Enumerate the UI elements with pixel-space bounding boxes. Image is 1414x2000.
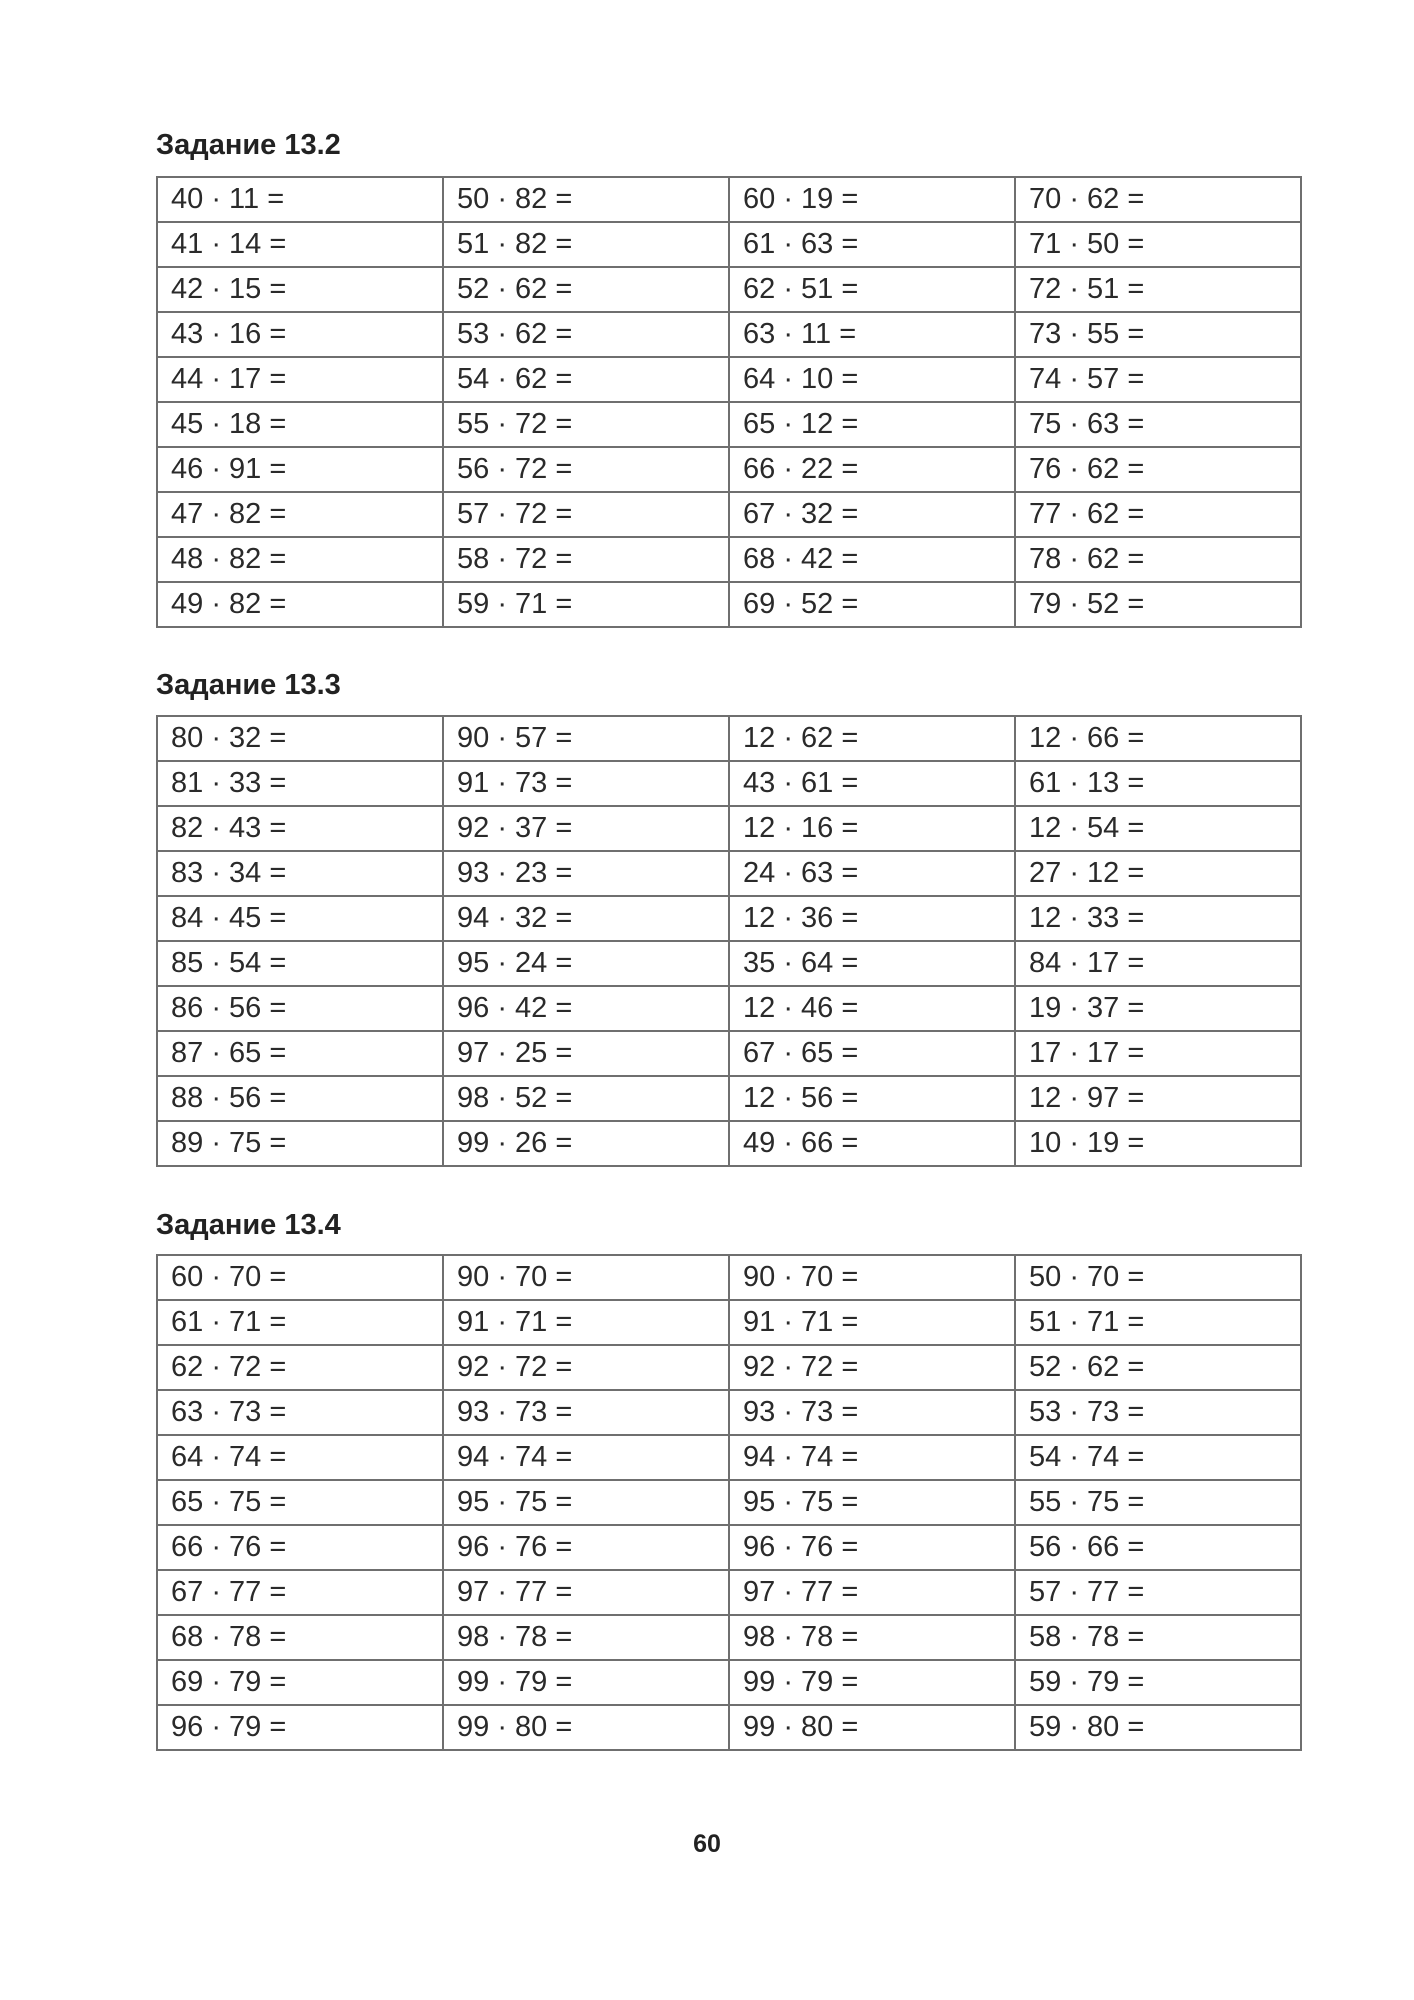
- exercise-cell: 66 · 22 =: [729, 447, 1015, 492]
- exercise-cell: 96 · 42 =: [443, 986, 729, 1031]
- exercise-cell: 17 · 17 =: [1015, 1031, 1301, 1076]
- table-row: [157, 1390, 1301, 1435]
- table-row: [157, 986, 1301, 1031]
- table-row: [157, 1121, 1301, 1166]
- exercise-cell: 57 · 77 =: [1015, 1570, 1301, 1615]
- exercise-cell: 90 · 70 =: [443, 1255, 729, 1300]
- exercise-cell: 82 · 43 =: [157, 806, 443, 851]
- exercise-cell: 86 · 56 =: [157, 986, 443, 1031]
- exercise-cell: 19 · 37 =: [1015, 986, 1301, 1031]
- exercise-cell: 54 · 74 =: [1015, 1435, 1301, 1480]
- table-row: [157, 1480, 1301, 1525]
- exercise-cell: 53 · 62 =: [443, 312, 729, 357]
- exercise-cell: 12 · 56 =: [729, 1076, 1015, 1121]
- table-row: [157, 896, 1301, 941]
- exercise-cell: 71 · 50 =: [1015, 222, 1301, 267]
- table-row: [157, 1525, 1301, 1570]
- exercise-cell: 79 · 52 =: [1015, 582, 1301, 627]
- exercise-cell: 77 · 62 =: [1015, 492, 1301, 537]
- table-row: [157, 582, 1301, 627]
- exercise-cell: 27 · 12 =: [1015, 851, 1301, 896]
- exercise-cell: 41 · 14 =: [157, 222, 443, 267]
- exercise-cell: 59 · 80 =: [1015, 1705, 1301, 1750]
- exercise-cell: 65 · 75 =: [157, 1480, 443, 1525]
- exercise-cell: 94 · 74 =: [729, 1435, 1015, 1480]
- exercise-cell: 88 · 56 =: [157, 1076, 443, 1121]
- exercise-cell: 50 · 82 =: [443, 177, 729, 222]
- exercise-cell: 97 · 25 =: [443, 1031, 729, 1076]
- exercise-cell: 89 · 75 =: [157, 1121, 443, 1166]
- exercise-cell: 12 · 33 =: [1015, 896, 1301, 941]
- exercise-cell: 40 · 11 =: [157, 177, 443, 222]
- table-row: [157, 1255, 1301, 1300]
- table-row: [157, 267, 1301, 312]
- table-row: [157, 1031, 1301, 1076]
- exercise-cell: 99 · 79 =: [729, 1660, 1015, 1705]
- exercise-cell: 73 · 55 =: [1015, 312, 1301, 357]
- exercise-cell: 69 · 79 =: [157, 1660, 443, 1705]
- exercise-cell: 51 · 71 =: [1015, 1300, 1301, 1345]
- exercise-cell: 60 · 19 =: [729, 177, 1015, 222]
- exercise-cell: 12 · 66 =: [1015, 716, 1301, 761]
- exercise-cell: 93 · 73 =: [729, 1390, 1015, 1435]
- exercise-cell: 51 · 82 =: [443, 222, 729, 267]
- exercise-cell: 61 · 63 =: [729, 222, 1015, 267]
- table-row: [157, 1570, 1301, 1615]
- table-row: [157, 716, 1301, 761]
- exercise-cell: 43 · 61 =: [729, 761, 1015, 806]
- table-row: [157, 402, 1301, 447]
- section-title-13-3: Задание 13.3: [156, 669, 341, 701]
- exercise-cell: 74 · 57 =: [1015, 357, 1301, 402]
- exercise-cell: 52 · 62 =: [443, 267, 729, 312]
- exercise-cell: 80 · 32 =: [157, 716, 443, 761]
- table-row: [157, 1345, 1301, 1390]
- exercise-table-13-4: [156, 1254, 1302, 1751]
- exercise-cell: 56 · 66 =: [1015, 1525, 1301, 1570]
- exercise-cell: 92 · 72 =: [729, 1345, 1015, 1390]
- exercise-cell: 93 · 23 =: [443, 851, 729, 896]
- exercise-cell: 97 · 77 =: [729, 1570, 1015, 1615]
- exercise-cell: 49 · 66 =: [729, 1121, 1015, 1166]
- exercise-cell: 24 · 63 =: [729, 851, 1015, 896]
- exercise-cell: 46 · 91 =: [157, 447, 443, 492]
- exercise-cell: 35 · 64 =: [729, 941, 1015, 986]
- exercise-cell: 76 · 62 =: [1015, 447, 1301, 492]
- exercise-cell: 83 · 34 =: [157, 851, 443, 896]
- table-row: [157, 941, 1301, 986]
- exercise-cell: 94 · 74 =: [443, 1435, 729, 1480]
- exercise-cell: 12 · 16 =: [729, 806, 1015, 851]
- table-row: [157, 761, 1301, 806]
- exercise-cell: 95 · 75 =: [729, 1480, 1015, 1525]
- exercise-cell: 75 · 63 =: [1015, 402, 1301, 447]
- exercise-cell: 12 · 97 =: [1015, 1076, 1301, 1121]
- table-row: [157, 357, 1301, 402]
- exercise-cell: 44 · 17 =: [157, 357, 443, 402]
- exercise-cell: 12 · 62 =: [729, 716, 1015, 761]
- exercise-cell: 67 · 77 =: [157, 1570, 443, 1615]
- exercise-cell: 59 · 71 =: [443, 582, 729, 627]
- exercise-cell: 49 · 82 =: [157, 582, 443, 627]
- exercise-cell: 84 · 17 =: [1015, 941, 1301, 986]
- exercise-cell: 52 · 62 =: [1015, 1345, 1301, 1390]
- table-row: [157, 222, 1301, 267]
- table-row: [157, 1705, 1301, 1750]
- exercise-cell: 98 · 78 =: [443, 1615, 729, 1660]
- exercise-cell: 12 · 54 =: [1015, 806, 1301, 851]
- table-row: [157, 1435, 1301, 1480]
- exercise-cell: 58 · 72 =: [443, 537, 729, 582]
- table-row: [157, 537, 1301, 582]
- exercise-cell: 10 · 19 =: [1015, 1121, 1301, 1166]
- exercise-cell: 78 · 62 =: [1015, 537, 1301, 582]
- exercise-table-13-2: [156, 176, 1302, 628]
- table-row: [157, 177, 1301, 222]
- table-row: [157, 1300, 1301, 1345]
- page-number: 60: [693, 1830, 721, 1858]
- exercise-cell: 61 · 13 =: [1015, 761, 1301, 806]
- exercise-cell: 43 · 16 =: [157, 312, 443, 357]
- exercise-cell: 70 · 62 =: [1015, 177, 1301, 222]
- table-row: [157, 492, 1301, 537]
- exercise-cell: 99 · 79 =: [443, 1660, 729, 1705]
- exercise-cell: 59 · 79 =: [1015, 1660, 1301, 1705]
- exercise-cell: 66 · 76 =: [157, 1525, 443, 1570]
- exercise-cell: 62 · 72 =: [157, 1345, 443, 1390]
- table-row: [157, 312, 1301, 357]
- exercise-cell: 99 · 80 =: [729, 1705, 1015, 1750]
- exercise-cell: 64 · 74 =: [157, 1435, 443, 1480]
- exercise-cell: 62 · 51 =: [729, 267, 1015, 312]
- exercise-cell: 50 · 70 =: [1015, 1255, 1301, 1300]
- exercise-cell: 42 · 15 =: [157, 267, 443, 312]
- exercise-cell: 54 · 62 =: [443, 357, 729, 402]
- table-row: [157, 851, 1301, 896]
- table-row: [157, 447, 1301, 492]
- exercise-cell: 96 · 76 =: [443, 1525, 729, 1570]
- exercise-cell: 48 · 82 =: [157, 537, 443, 582]
- exercise-cell: 45 · 18 =: [157, 402, 443, 447]
- exercise-cell: 99 · 80 =: [443, 1705, 729, 1750]
- exercise-cell: 55 · 75 =: [1015, 1480, 1301, 1525]
- exercise-cell: 91 · 71 =: [443, 1300, 729, 1345]
- exercise-cell: 61 · 71 =: [157, 1300, 443, 1345]
- exercise-cell: 97 · 77 =: [443, 1570, 729, 1615]
- exercise-cell: 95 · 75 =: [443, 1480, 729, 1525]
- exercise-cell: 98 · 78 =: [729, 1615, 1015, 1660]
- exercise-cell: 68 · 78 =: [157, 1615, 443, 1660]
- exercise-cell: 91 · 71 =: [729, 1300, 1015, 1345]
- table-row: [157, 1076, 1301, 1121]
- exercise-cell: 63 · 73 =: [157, 1390, 443, 1435]
- exercise-cell: 56 · 72 =: [443, 447, 729, 492]
- section-title-13-2: Задание 13.2: [156, 129, 341, 161]
- exercise-cell: 85 · 54 =: [157, 941, 443, 986]
- exercise-cell: 64 · 10 =: [729, 357, 1015, 402]
- exercise-cell: 98 · 52 =: [443, 1076, 729, 1121]
- exercise-cell: 93 · 73 =: [443, 1390, 729, 1435]
- exercise-cell: 90 · 57 =: [443, 716, 729, 761]
- exercise-cell: 58 · 78 =: [1015, 1615, 1301, 1660]
- exercise-cell: 95 · 24 =: [443, 941, 729, 986]
- exercise-cell: 84 · 45 =: [157, 896, 443, 941]
- section-title-13-4: Задание 13.4: [156, 1209, 341, 1241]
- exercise-cell: 53 · 73 =: [1015, 1390, 1301, 1435]
- exercise-cell: 57 · 72 =: [443, 492, 729, 537]
- exercise-cell: 94 · 32 =: [443, 896, 729, 941]
- exercise-cell: 67 · 65 =: [729, 1031, 1015, 1076]
- table-row: [157, 806, 1301, 851]
- exercise-cell: 92 · 72 =: [443, 1345, 729, 1390]
- exercise-cell: 47 · 82 =: [157, 492, 443, 537]
- exercise-cell: 69 · 52 =: [729, 582, 1015, 627]
- exercise-cell: 96 · 76 =: [729, 1525, 1015, 1570]
- exercise-cell: 68 · 42 =: [729, 537, 1015, 582]
- exercise-cell: 12 · 36 =: [729, 896, 1015, 941]
- exercise-cell: 72 · 51 =: [1015, 267, 1301, 312]
- exercise-cell: 87 · 65 =: [157, 1031, 443, 1076]
- exercise-cell: 67 · 32 =: [729, 492, 1015, 537]
- table-row: [157, 1660, 1301, 1705]
- exercise-cell: 60 · 70 =: [157, 1255, 443, 1300]
- exercise-cell: 63 · 11 =: [729, 312, 1015, 357]
- exercise-cell: 55 · 72 =: [443, 402, 729, 447]
- exercise-cell: 90 · 70 =: [729, 1255, 1015, 1300]
- exercise-cell: 91 · 73 =: [443, 761, 729, 806]
- exercise-cell: 99 · 26 =: [443, 1121, 729, 1166]
- table-row: [157, 1615, 1301, 1660]
- exercise-cell: 96 · 79 =: [157, 1705, 443, 1750]
- exercise-cell: 12 · 46 =: [729, 986, 1015, 1031]
- exercise-table-13-3: [156, 715, 1302, 1167]
- exercise-cell: 81 · 33 =: [157, 761, 443, 806]
- exercise-cell: 65 · 12 =: [729, 402, 1015, 447]
- exercise-cell: 92 · 37 =: [443, 806, 729, 851]
